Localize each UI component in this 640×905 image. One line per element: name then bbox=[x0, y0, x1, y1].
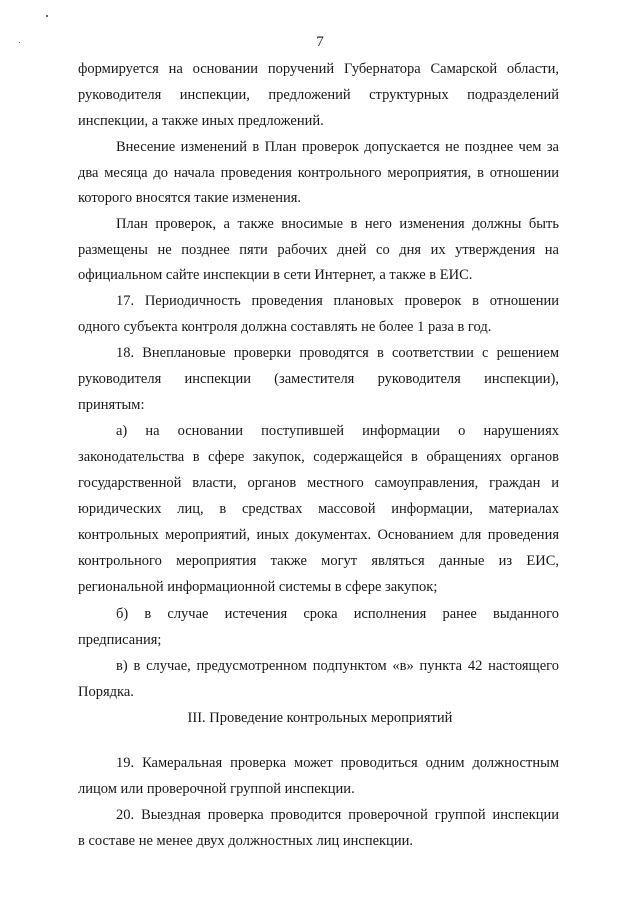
text-line: Порядка. bbox=[78, 684, 134, 700]
text-line: предписания; bbox=[78, 632, 162, 648]
text-line: руководителя инспекции (заместителя руководителя инспекции), bbox=[78, 371, 559, 387]
scan-speck bbox=[46, 15, 48, 17]
text-line: 20. Выездная проверка проводится проверочной группой инспекции bbox=[116, 807, 559, 823]
page-number: 7 bbox=[316, 34, 324, 50]
text-line: контрольных мероприятий, иных документах. Основанием для проведения bbox=[78, 527, 559, 543]
text-line: лицом или проверочной группой инспекции. bbox=[78, 781, 355, 797]
section-heading: III. Проведение контрольных мероприятий bbox=[187, 710, 453, 726]
text-line: 17. Периодичность проведения плановых проверок в отношении bbox=[116, 293, 559, 309]
text-line: формируется на основании поручений Губернатора Самарской области, bbox=[78, 61, 559, 77]
text-line: которого вносятся такие изменения. bbox=[78, 190, 302, 206]
text-line: контрольного мероприятия также могут являться данные из ЕИС, bbox=[78, 553, 559, 569]
text-line: юридических лиц, в средствах массовой информации, материалах bbox=[78, 501, 559, 517]
text-line: законодательства в сфере закупок, содержащейся в обращениях органов bbox=[78, 449, 559, 465]
text-line: Внесение изменений в План проверок допускается не позднее чем за bbox=[116, 139, 559, 155]
text-line: 18. Внеплановые проверки проводятся в соответствии с решением bbox=[116, 345, 559, 361]
text-line: размещены не позднее пяти рабочих дней со дня их утверждения на bbox=[78, 242, 559, 258]
text-line: б) в случае истечения срока исполнения ранее выданного bbox=[116, 606, 559, 622]
text-line: два месяца до начала проведения контрольного мероприятия, в отношении bbox=[78, 165, 559, 181]
text-line: в составе не менее двух должностных лиц инспекции. bbox=[78, 833, 413, 849]
text-line: руководителя инспекции, предложений структурных подразделений bbox=[78, 87, 559, 103]
text-line: принятым: bbox=[78, 397, 145, 413]
text-line: одного субъекта контроля должна составлять не более 1 раза в год. bbox=[78, 319, 492, 335]
text-line: а) на основании поступившей информации о нарушениях bbox=[116, 423, 559, 439]
text-line: в) в случае, предусмотренном подпунктом «в» пункта 42 настоящего bbox=[116, 658, 559, 674]
text-line: региональной информационной системы в сфере закупок; bbox=[78, 579, 438, 595]
text-line: План проверок, а также вносимые в него изменения должны быть bbox=[116, 216, 559, 232]
text-line: 19. Камеральная проверка может проводиться одним должностным bbox=[116, 755, 559, 771]
text-line: инспекции, а также иных предложений. bbox=[78, 113, 324, 129]
text-line: официальном сайте инспекции в сети Интернет, а также в ЕИС. bbox=[78, 267, 473, 283]
scan-speck bbox=[19, 42, 20, 43]
text-line: государственной власти, органов местного самоуправления, граждан и bbox=[78, 475, 559, 491]
